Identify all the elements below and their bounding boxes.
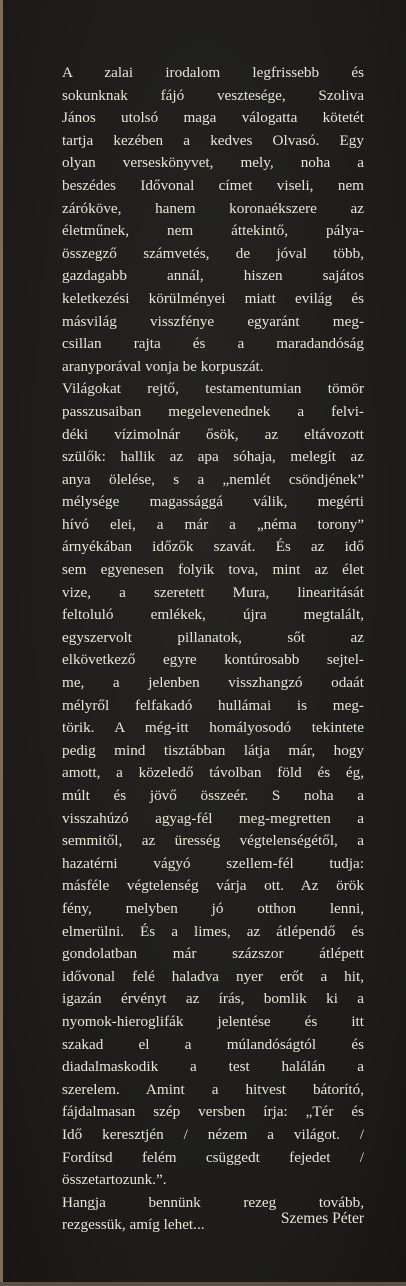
blurb-line: fájdalmasan szép versben írja: „Tér és <box>62 1103 364 1121</box>
blurb-line: összegző számvetés, de jóval több, <box>62 244 364 262</box>
blurb-line: gondolatban már százszor átlépett <box>62 945 364 963</box>
blurb-line: elkövetkező egyre kontúrosabb sejtel- <box>62 651 364 669</box>
author-signature: Szemes Péter <box>280 1210 364 1227</box>
blurb-line: visszahúzó agyag-fél meg-megretten a <box>62 809 364 827</box>
blurb-line: igazán érvényt az írás, bomlik ki a <box>62 990 364 1008</box>
blurb-line: elmerülni. És a limes, az átlépendő és <box>62 922 364 940</box>
blurb-line: János utolsó maga válogatta kötetét <box>62 109 364 127</box>
blurb-line: Hangja bennünk rezeg tovább, <box>62 1193 364 1211</box>
blurb-line: szerelem. Amint a hitvest bátorító, <box>62 1080 364 1098</box>
blurb-line: me, a jelenben visszhangzó odaát <box>62 674 364 692</box>
blurb-line: nyomok-hieroglifák jelentése és itt <box>62 1012 364 1030</box>
blurb-line: sem egyenesen folyik tova, mint az élet <box>62 561 364 579</box>
blurb-line: mélyről felfakadó hullámai is meg- <box>62 696 364 714</box>
blurb-line: olyan verseskönyvet, mely, noha a <box>62 154 364 172</box>
blurb-line: törik. A még-itt homályosodó tekintete <box>62 719 364 737</box>
blurb-line: Fordítsd felém csüggedt fejedet / <box>62 1148 364 1166</box>
blurb-line: gazdagabb annál, hiszen sajátos <box>62 267 364 285</box>
blurb-line: rezgessük, amíg lehet... <box>62 1216 205 1234</box>
blurb-line: hívó elei, a már a „néma torony” <box>62 515 364 533</box>
blurb-line: fény, melyben jó otthon lenni, <box>62 899 364 917</box>
blurb-line: szülők: hallik az apa sóhaja, melegít az <box>62 448 364 466</box>
blurb-line: amott, a közeledő távolban föld és ég, <box>62 764 364 782</box>
blurb-line: múlt és jövő összeér. S noha a <box>62 787 364 804</box>
blurb-line: életműnek, nem áttekintő, pálya- <box>62 222 364 240</box>
blurb-line: csillan rajta és a maradandóság <box>62 335 364 353</box>
cover-bottom-edge <box>0 1282 406 1286</box>
blurb-line: idővonal felé haladva nyer erőt a hit, <box>62 967 364 985</box>
blurb-line: tartja kezében a kedves Olvasó. Egy <box>62 131 364 149</box>
blurb-line: beszédes Idővonal címet viseli, nem <box>62 176 364 194</box>
blurb-line: egyszervolt pillanatok, sőt az <box>62 628 364 646</box>
blurb-line: aranyporával vonja be korpuszát. <box>62 357 264 375</box>
blurb-line: semmitől, az üresség végtelenségétől, a <box>62 832 364 850</box>
blurb-line: pedig mind tisztábban látja már, hogy <box>62 741 364 759</box>
blurb-line: A zalai irodalom legfrissebb és <box>62 64 364 81</box>
blurb-line: záróköve, hanem koronaékszere az <box>62 199 364 217</box>
blurb-line: diadalmaskodik a test halálán a <box>62 1058 364 1076</box>
blurb-line: mélysége magassággá válik, megérti <box>62 493 364 511</box>
cover-left-edge <box>0 0 3 1286</box>
blurb-line: Idő keresztjén / nézem a világot. / <box>62 1125 364 1143</box>
blurb-line: keletkezési körülményei miatt evilág és <box>62 289 364 307</box>
blurb-line: anya ölelése, s a „nemlét csöndjének” <box>62 470 364 488</box>
blurb-line: összetartozunk.”. <box>62 1171 167 1189</box>
blurb-line: szakad el a múlandóságtól és <box>62 1035 364 1053</box>
blurb-line: árnyékában időzők szavát. És az idő <box>62 538 364 556</box>
blurb-line: másféle végtelenség várja ott. Az örök <box>62 877 364 895</box>
blurb-line: feltoluló emlékek, újra megtalált, <box>62 606 364 624</box>
blurb-line: passzusaiban megelevenednek a felvi- <box>62 402 364 420</box>
blurb-line: hazatérni vágyó szellem-fél tudja: <box>62 854 364 872</box>
blurb-line: sokunknak fájó vesztesége, Szoliva <box>62 86 364 104</box>
blurb-line: déki vízimolnár ősök, az eltávozott <box>62 425 364 443</box>
blurb-line: másvilág visszfénye egyaránt meg- <box>62 312 364 330</box>
blurb-line: Világokat rejtő, testamentumian tömör <box>62 380 364 398</box>
blurb-text <box>62 62 364 1237</box>
blurb-line: vize, a szeretett Mura, linearitását <box>62 583 364 601</box>
